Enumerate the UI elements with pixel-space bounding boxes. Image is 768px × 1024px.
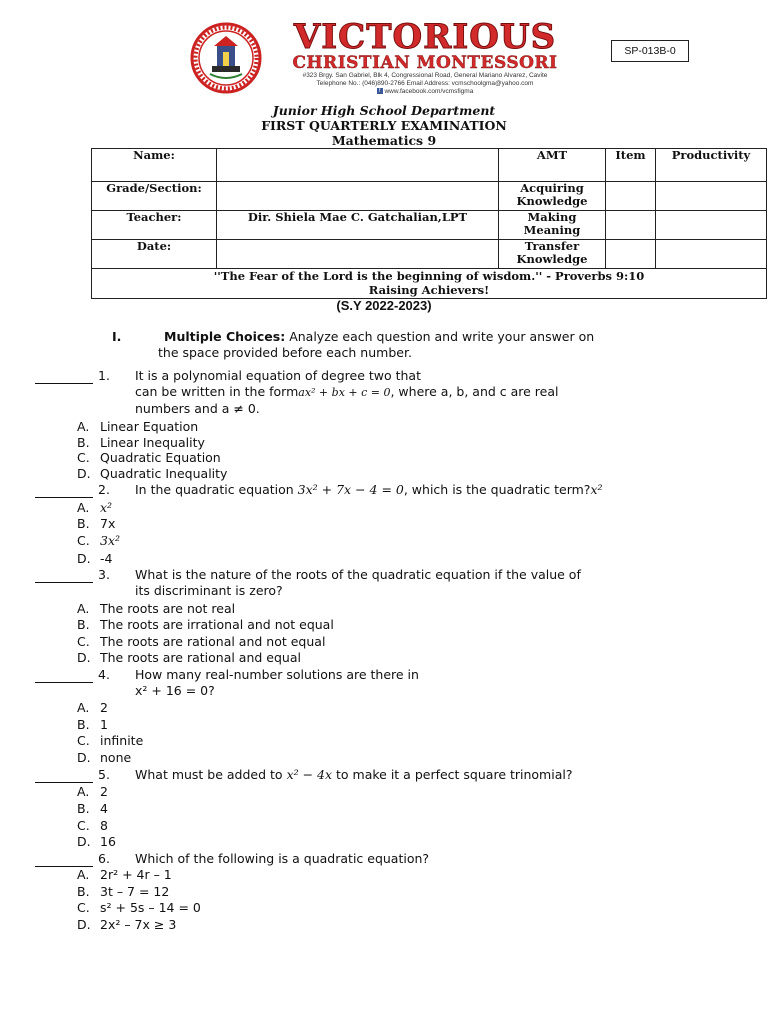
question-text-line: It is a polynomial equation of degree two that — [135, 368, 421, 383]
option-text: The roots are rational and not equal — [100, 634, 326, 649]
section-instruction-line2: the space provided before each number. — [158, 345, 412, 360]
math-expression: x² — [590, 482, 603, 497]
option-letter: D. — [77, 551, 91, 566]
option-letter: C. — [77, 533, 90, 548]
option-text: 4 — [100, 801, 108, 816]
acquiring-productivity-cell — [656, 182, 767, 211]
subject-title: Mathematics 9 — [331, 133, 437, 148]
answer-blank-6[interactable] — [35, 851, 93, 867]
option-letter: A. — [77, 700, 90, 715]
school-subname: CHRISTIAN MONTESSORI — [292, 53, 558, 73]
productivity-header: Productivity — [656, 149, 767, 182]
school-contact: Telephone No.: (046)890-2766 Email Address: vcmschoolgma@yahoo.com — [316, 80, 534, 87]
school-brand — [260, 17, 590, 96]
making-item-cell — [606, 211, 656, 240]
teacher-value: Dir. Shiela Mae C. Gatchalian,LPT — [217, 211, 499, 240]
math-expression: x² − 4x — [286, 767, 333, 782]
question-text-line: numbers and a ≠ 0. — [135, 401, 260, 416]
option-letter: B. — [77, 884, 90, 899]
document-code: SP-013B-0 — [611, 40, 689, 62]
option-text: 7x — [100, 516, 116, 531]
answer-blank-3[interactable] — [35, 567, 93, 583]
question-text: Which of the following is a quadratic equation? — [135, 851, 430, 866]
option-text: The roots are rational and equal — [100, 650, 301, 665]
option-letter: C. — [77, 900, 90, 915]
school-year: (S.Y 2022-2023) — [336, 298, 432, 313]
question-number: 6. — [98, 851, 110, 866]
option-text: 16 — [100, 834, 116, 849]
option-text: 2x² – 7x ≥ 3 — [100, 917, 177, 932]
exam-title: FIRST QUARTERLY EXAMINATION — [261, 118, 507, 133]
option-text: 1 — [100, 717, 108, 732]
acquiring-item-cell — [606, 182, 656, 211]
option-text: The roots are not real — [100, 601, 236, 616]
item-header: Item — [606, 149, 656, 182]
question-number: 1. — [98, 368, 110, 383]
option-letter: D. — [77, 917, 91, 932]
option-letter: B. — [77, 435, 90, 450]
transfer-knowledge-label: Transfer Knowledge — [499, 240, 606, 269]
question-text-line: How many real-number solutions are there in — [135, 667, 419, 682]
answer-blank-4[interactable] — [35, 667, 93, 683]
section-instruction: Analyze each question and write your answer on — [285, 329, 595, 344]
bible-verse: ''The Fear of the Lord is the beginning of wisdom.'' - Proverbs 9:10 — [213, 269, 645, 283]
name-field[interactable] — [217, 149, 499, 182]
facebook-icon: f — [377, 88, 383, 94]
option-text: Linear Inequality — [100, 435, 205, 450]
question-number: 3. — [98, 567, 110, 582]
transfer-item-cell — [606, 240, 656, 269]
school-header — [190, 17, 590, 96]
option-text: infinite — [100, 733, 144, 748]
option-letter: D. — [77, 466, 91, 481]
student-info-table — [91, 148, 767, 299]
acquiring-knowledge-label: Acquiring Knowledge — [499, 182, 606, 211]
section-numeral: I. — [112, 329, 122, 344]
option-letter: B. — [77, 801, 90, 816]
school-name: VICTORIOUS — [293, 17, 557, 57]
option-text: s² + 5s – 14 = 0 — [100, 900, 201, 915]
question-text-line: What is the nature of the roots of the quadratic equation if the value of — [135, 567, 581, 582]
amt-header: AMT — [499, 149, 606, 182]
making-productivity-cell — [656, 211, 767, 240]
teacher-label: Teacher: — [92, 211, 217, 240]
grade-section-field[interactable] — [217, 182, 499, 211]
option-letter: D. — [77, 750, 91, 765]
math-expression: ax² + bx + c = 0 — [298, 386, 391, 399]
option-text: -4 — [100, 551, 113, 566]
school-facebook — [260, 88, 590, 96]
option-letter: C. — [77, 634, 90, 649]
option-text: 2 — [100, 700, 108, 715]
option-text: none — [100, 750, 132, 765]
answer-blank-2[interactable] — [35, 482, 93, 498]
option-letter: A. — [77, 867, 90, 882]
option-text: x² — [100, 500, 113, 515]
school-address: #323 Brgy. San Gabriel, Blk 4, Congressional Road, General Mariano Alvarez, Cavite — [302, 72, 548, 79]
option-letter: B. — [77, 516, 90, 531]
answer-blank-1[interactable] — [35, 368, 93, 384]
option-text: Quadratic Equation — [100, 450, 221, 465]
question-text: , which is the quadratic term? — [403, 482, 591, 497]
answer-blank-5[interactable] — [35, 767, 93, 783]
facebook-url: www.facebook.com/vcmsfigma — [384, 88, 474, 95]
option-letter: C. — [77, 733, 90, 748]
option-text: 3x² — [100, 533, 121, 548]
option-text: The roots are irrational and not equal — [100, 617, 334, 632]
option-letter: A. — [77, 784, 90, 799]
option-text: 3t – 7 = 12 — [100, 884, 170, 899]
math-expression: 3x² + 7x − 4 = 0 — [297, 482, 404, 497]
option-letter: C. — [77, 450, 90, 465]
option-letter: D. — [77, 650, 91, 665]
question-number: 2. — [98, 482, 110, 497]
date-field[interactable] — [217, 240, 499, 269]
option-letter: C. — [77, 818, 90, 833]
question-text-line: its discriminant is zero? — [135, 583, 283, 598]
grade-section-label: Grade/Section: — [92, 182, 217, 211]
transfer-productivity-cell — [656, 240, 767, 269]
exam-titles — [0, 103, 768, 148]
option-letter: B. — [77, 617, 90, 632]
option-text: Linear Equation — [100, 419, 199, 434]
making-meaning-label: Making Meaning — [499, 211, 606, 240]
section-heading: Multiple Choices: — [164, 329, 286, 344]
question-number: 4. — [98, 667, 110, 682]
question-text-line: can be written in the form — [135, 384, 299, 399]
verse-row — [92, 269, 767, 299]
option-letter: A. — [77, 419, 90, 434]
question-text: In the quadratic equation — [135, 482, 298, 497]
option-text: Quadratic Inequality — [100, 466, 228, 481]
option-letter: A. — [77, 601, 90, 616]
question-text-line: x² + 16 = 0? — [135, 683, 215, 698]
question-number: 5. — [98, 767, 110, 782]
question-text-line: , where a, b, and c are real — [390, 384, 559, 399]
date-label: Date: — [92, 240, 217, 269]
school-motto: Raising Achievers! — [368, 283, 490, 297]
name-label: Name: — [92, 149, 217, 182]
school-seal-logo — [190, 22, 262, 94]
question-text: to make it a perfect square trinomial? — [332, 767, 573, 782]
option-letter: D. — [77, 834, 91, 849]
option-text: 2r² + 4r – 1 — [100, 867, 172, 882]
option-letter: B. — [77, 717, 90, 732]
option-letter: A. — [77, 500, 90, 515]
option-text: 2 — [100, 784, 108, 799]
option-text: 8 — [100, 818, 108, 833]
department-title: Junior High School Department — [272, 103, 496, 118]
question-text: What must be added to — [135, 767, 287, 782]
